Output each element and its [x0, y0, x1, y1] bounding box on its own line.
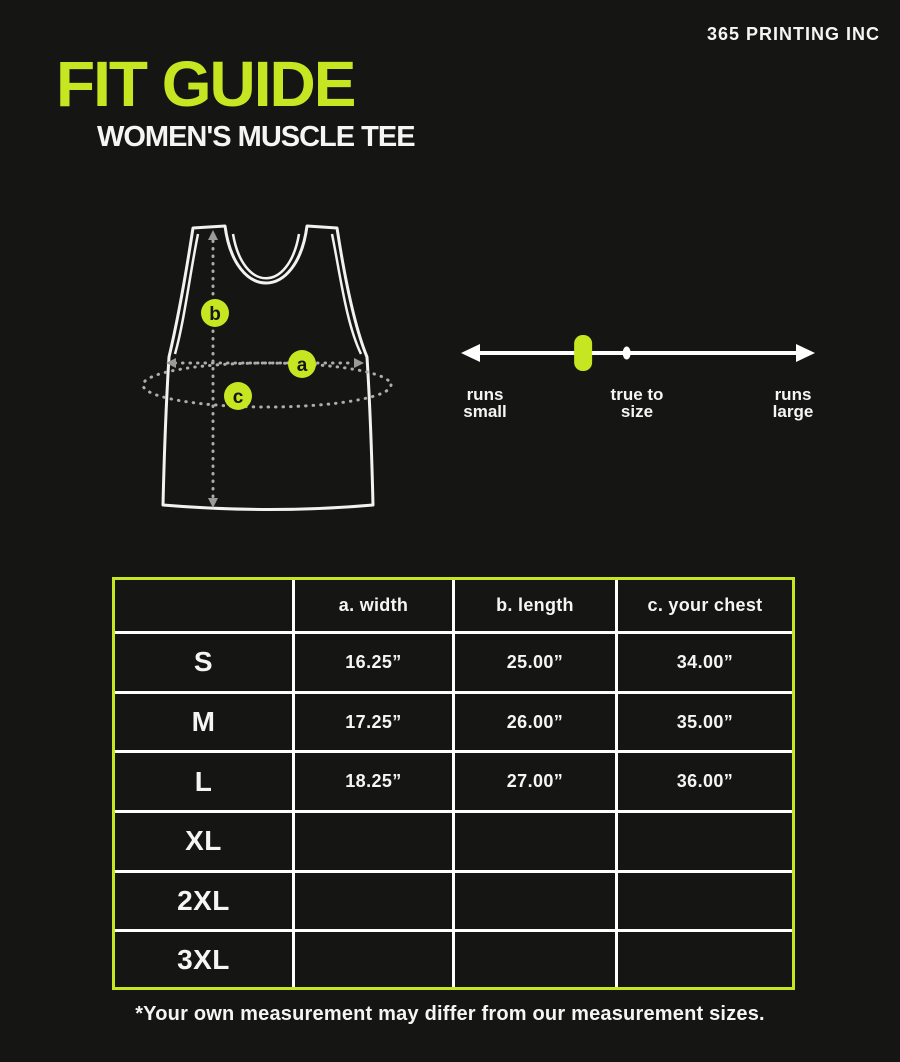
- header-size-cell: [115, 580, 295, 634]
- marker-c-badge: [224, 382, 252, 410]
- size-label: M: [115, 694, 295, 754]
- brand-text: 365 PRINTING INC: [706, 24, 880, 44]
- scale-label-runs-large: runs large: [772, 385, 814, 421]
- fit-scale: [452, 328, 824, 438]
- width-value: 16.25”: [295, 634, 455, 694]
- length-value: 26.00”: [455, 694, 618, 754]
- header-length-cell: b. length: [455, 580, 618, 634]
- header-width-cell: a. width: [295, 580, 455, 634]
- length-value: [455, 813, 618, 873]
- length-value: 27.00”: [455, 753, 618, 813]
- tee-armhole-left-inner-line: [175, 234, 198, 354]
- table-row-s: [115, 634, 792, 694]
- tee-armhole-right-inner-line: [332, 234, 361, 354]
- fit-scale-arrow: [452, 328, 824, 378]
- width-value: [295, 932, 455, 987]
- chest-value: 36.00”: [618, 753, 792, 813]
- size-label: XL: [115, 813, 295, 873]
- measurement-disclaimer: *Your own measurement may differ from our measurement sizes.: [135, 1003, 765, 1025]
- size-label: S: [115, 634, 295, 694]
- width-value: 17.25”: [295, 694, 455, 754]
- width-value: [295, 873, 455, 933]
- size-label: 3XL: [115, 932, 295, 987]
- table-row-2xl: [115, 873, 792, 933]
- width-value: 18.25”: [295, 753, 455, 813]
- width-measure-arrow-right: [354, 358, 364, 368]
- size-chart-table: [115, 580, 792, 987]
- scale-marker: [574, 335, 592, 371]
- chest-measure-dotted-ellipse: [143, 363, 391, 407]
- chest-value: 34.00”: [618, 634, 792, 694]
- length-value: [455, 873, 618, 933]
- length-measure-arrow-up: [208, 230, 218, 240]
- width-value: [295, 813, 455, 873]
- scale-label-true-to-size: true to size: [610, 385, 664, 421]
- scale-label-runs-small: runs small: [463, 385, 507, 421]
- header-chest-cell: c. your chest: [618, 580, 792, 634]
- chest-value: 35.00”: [618, 694, 792, 754]
- table-row-l: [115, 753, 792, 813]
- scale-center-dot: [623, 347, 631, 360]
- page-title: FIT GUIDE: [56, 48, 355, 120]
- table-row-xl: [115, 813, 792, 873]
- chest-value: [618, 813, 792, 873]
- size-label: L: [115, 753, 295, 813]
- marker-c-label: c: [232, 387, 244, 408]
- table-row-3xl: [115, 932, 792, 987]
- scale-arrowhead-right: [796, 344, 815, 362]
- scale-arrowhead-left: [461, 344, 480, 362]
- marker-a-label: a: [296, 355, 308, 376]
- chest-value: [618, 932, 792, 987]
- table-row-m: [115, 694, 792, 754]
- length-value: [455, 932, 618, 987]
- chest-value: [618, 873, 792, 933]
- muscle-tee-diagram: [140, 205, 430, 525]
- marker-b-label: b: [209, 304, 221, 325]
- length-value: 25.00”: [455, 634, 618, 694]
- table-header-row: [115, 580, 792, 634]
- size-chart: [112, 577, 795, 990]
- marker-a-badge: [288, 350, 316, 378]
- length-measure-arrow-down: [208, 498, 218, 508]
- size-label: 2XL: [115, 873, 295, 933]
- marker-b-badge: [201, 299, 229, 327]
- page-subtitle: WOMEN'S MUSCLE TEE: [97, 121, 415, 153]
